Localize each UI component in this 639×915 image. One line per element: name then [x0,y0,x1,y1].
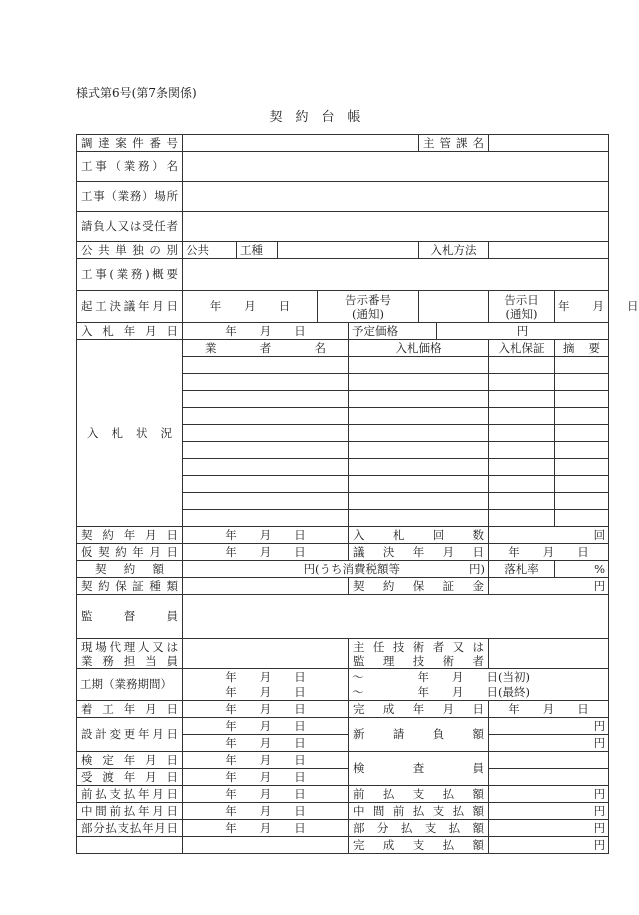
page-title: 契 約 台 帳 [269,110,361,125]
row-start-date [77,701,609,718]
label-bid-method: 入札方法 [419,242,489,259]
notice-date-sub: (通知) [505,306,538,321]
field-work-summary[interactable] [183,259,609,291]
label-inspection-date: 検定年月日 [77,752,183,769]
label-new-contract-amount: 新請負額 [349,718,489,752]
field-contract-amount[interactable]: 円(うち消費税額等 円) [183,561,489,578]
row-contract-amount [77,561,609,578]
row-procurement [77,135,609,152]
notice-no-sub: (通知) [352,306,385,321]
row-contractor [77,212,609,242]
label-procurement-no: 調達案件番号 [77,135,183,152]
label-completion-date: 完成年月日 [349,701,489,718]
period-start-final: 年 月 日 [225,684,306,699]
row-period [77,669,609,701]
field-notice-no[interactable] [419,291,489,323]
chief-engineer-line2: 監理技術者 [353,653,485,668]
label-site-agent [77,639,183,669]
field-inspection-date[interactable]: 年 月 日 [183,752,349,769]
label-resolution-date: 議決年月日 [349,544,489,561]
label-bid-status: 入札状況 [77,340,183,527]
label-contract-date: 契約年月日 [77,527,183,544]
notice-date-text: 告示日 [504,292,539,307]
row-supervisor [77,595,609,639]
label-notice-no [318,291,419,323]
row-delivery [77,769,609,786]
blank-cell [77,837,183,854]
field-start-date[interactable]: 年 月 日 [183,701,349,718]
label-design-change-date: 設計変更年月日 [77,718,183,752]
field-chief-engineer[interactable] [489,639,609,669]
label-work-summary: 工事(業務)概要 [77,259,183,291]
label-inspector: 検査員 [349,752,489,786]
field-contract-security-type[interactable] [183,578,349,595]
label-partial-pay-amount: 部分払支払額 [349,820,489,837]
period-end-initial [352,670,605,685]
field-advance-pay-date[interactable]: 年 月 日 [183,786,349,803]
field-bid-rounds[interactable]: 回 [489,527,609,544]
field-work-name[interactable] [183,152,609,182]
label-managing-section: 主管課名 [419,135,489,152]
label-estimated-price: 予定価格 [349,323,437,340]
row-work-place [77,182,609,212]
row-work-summary [77,259,609,291]
field-partial-pay-amount[interactable]: 円 [489,820,609,837]
field-site-agent[interactable] [183,639,349,669]
label-notice-date [489,291,555,323]
contract-ledger-table [76,134,639,854]
label-bid-date: 入札年月日 [77,323,183,340]
field-winning-rate[interactable]: % [555,561,609,578]
blank-cell [183,837,349,854]
field-period-end[interactable] [349,669,609,701]
row-start-decision [77,291,609,323]
header-bid-price: 入札価格 [349,340,489,357]
field-supervisor[interactable] [183,595,609,639]
row-design-change-1 [77,718,609,735]
field-procurement-no[interactable] [183,135,419,152]
form-id: 様式第6号(第7条関係) [76,86,197,100]
field-bid-date[interactable]: 年 月 日 [183,323,349,340]
label-public: 公共 [183,242,237,259]
period-end-final [352,685,605,700]
row-advance [77,786,609,803]
field-provisional-contract-date[interactable]: 年 月 日 [183,544,349,561]
field-design-change-date-1[interactable]: 年 月 日 [183,718,349,735]
label-provisional-contract-date: 仮契約年月日 [77,544,183,561]
site-agent-line1: 現場代理人又は [81,639,178,654]
row-partial [77,820,609,837]
row-contract-date [77,527,609,544]
field-contractor[interactable] [183,212,609,242]
field-inspector-2[interactable] [489,769,609,786]
label-start-date: 着工年月日 [77,701,183,718]
row-provisional [77,544,609,561]
label-mid-advance-date: 中間前払年月日 [77,803,183,820]
row-contract-security [77,578,609,595]
field-partial-pay-date[interactable]: 年 月 日 [183,820,349,837]
label-advance-pay-date: 前払支払年月日 [77,786,183,803]
field-bid-method[interactable] [489,242,609,259]
field-advance-pay-amount[interactable]: 円 [489,786,609,803]
label-completion-pay-amount: 完成支払額 [349,837,489,854]
tilde-2: ～ [352,684,364,699]
field-new-contract-amount-2[interactable]: 円 [489,735,609,752]
field-work-place[interactable] [183,182,609,212]
period-final: 年 月 日(最終) [417,684,530,699]
row-completion-pay [77,837,609,854]
row-agents [77,639,609,669]
row-public-single [77,242,609,259]
label-mid-advance-amount: 中間前払支払額 [349,803,489,820]
period-start-initial: 年 月 日 [225,669,306,684]
row-bid-header [77,340,609,357]
label-period: 工期（業務期間） [77,669,183,701]
label-contract-security-type: 契約保証種類 [77,578,183,595]
label-contractor: 請負人又は受任者 [77,212,183,242]
label-bid-rounds: 入札回数 [349,527,489,544]
label-contract-security-amount: 契約保証金 [349,578,489,595]
field-managing-section[interactable] [489,135,609,152]
field-start-decision-date[interactable]: 年 月 日 [183,291,318,323]
row-inspection [77,752,609,769]
label-chief-engineer [349,639,489,669]
field-estimated-price[interactable]: 円 [437,323,609,340]
label-work-type: 工種 [237,242,278,259]
chief-engineer-line1: 主任技術者又は [353,639,485,654]
site-agent-line2: 業務担当員 [81,653,178,668]
field-new-contract-amount-1[interactable]: 円 [489,718,609,735]
field-notice-date[interactable]: 年 月 日 [555,291,609,323]
period-initial: 年 月 日(当初) [417,669,530,684]
label-partial-pay-date: 部分払支払年月日 [77,820,183,837]
field-period-start[interactable] [183,669,349,701]
label-supervisor: 監督員 [77,595,183,639]
label-public-single: 公共単独の別 [77,242,183,259]
field-contract-date[interactable]: 年 月 日 [183,527,349,544]
label-work-name: 工事（業務）名 [77,152,183,182]
label-delivery-date: 受渡年月日 [77,769,183,786]
header-bid-bond: 入札保証 [489,340,555,357]
field-mid-advance-amount[interactable]: 円 [489,803,609,820]
field-mid-advance-date[interactable]: 年 月 日 [183,803,349,820]
label-start-decision-date: 起工決議年月日 [77,291,183,323]
field-work-type[interactable] [278,242,419,259]
header-bidder-name: 業者名 [183,340,349,357]
field-delivery-date[interactable]: 年 月 日 [183,769,349,786]
field-inspector-1[interactable] [489,752,609,769]
tilde-1: ～ [352,669,364,684]
notice-no-text: 告示番号 [345,292,392,307]
row-bid-date [77,323,609,340]
row-work-name [77,152,609,182]
field-contract-security-amount[interactable]: 円 [489,578,609,595]
label-advance-pay-amount: 前払支払額 [349,786,489,803]
row-mid-advance [77,803,609,820]
field-completion-pay-amount[interactable]: 円 [489,837,609,854]
label-work-place: 工事（業務）場所 [77,182,183,212]
field-completion-date[interactable]: 年 月 日 [489,701,609,718]
field-design-change-date-2[interactable]: 年 月 日 [183,735,349,752]
header-remarks: 摘要 [555,340,609,357]
label-contract-amount: 契約額 [77,561,183,578]
field-resolution-date[interactable]: 年 月 日 [489,544,609,561]
label-winning-rate: 落札率 [489,561,555,578]
